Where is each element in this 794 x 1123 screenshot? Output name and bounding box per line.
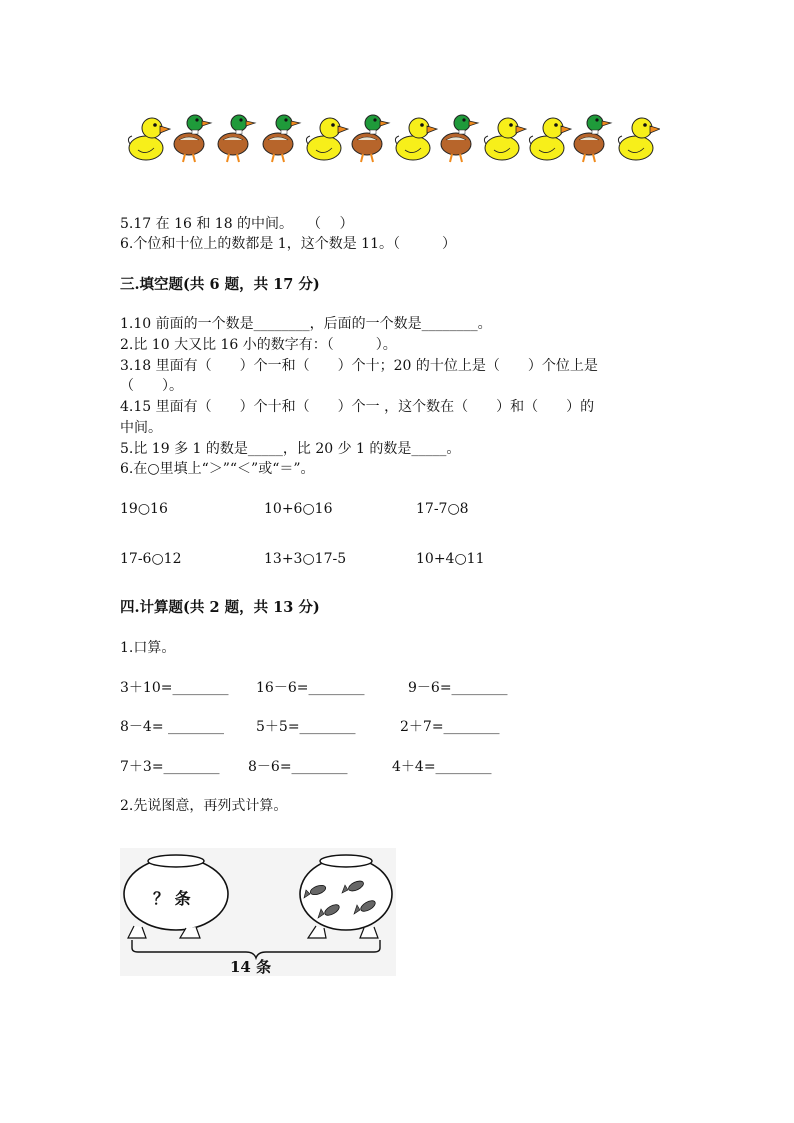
- oral-item: 9－6=________: [408, 680, 508, 696]
- yellow-duck-icon: [395, 118, 437, 160]
- fill-q4-line1: 4.15 里面有（ ）个十和（ ）个一 ，这个数在（ ）和（ ）的: [120, 399, 595, 415]
- oral-item: 5＋5=________: [256, 719, 356, 735]
- total-label: 14 条: [230, 958, 272, 976]
- compare-item: 17-6○12: [120, 551, 182, 567]
- mallard-duck-icon: [441, 115, 478, 162]
- fill-q4-line2: 中间。: [120, 420, 162, 436]
- judge-q6: 6.个位和十位上的数都是 1，这个数是 11。（ ）: [120, 236, 456, 252]
- fill-q3-line2: （ ）。: [120, 378, 183, 394]
- fishbowl-figure: [120, 848, 396, 976]
- oral-item: 8－4= ________: [120, 719, 224, 735]
- compare-item: 13+3○17-5: [264, 551, 347, 567]
- calc-q1: 1.口算。: [120, 640, 176, 656]
- left-bowl-label: ？ 条: [153, 889, 191, 908]
- compare-item: 19○16: [120, 501, 168, 517]
- yellow-duck-icon: [484, 118, 526, 160]
- oral-item: 7＋3=________: [120, 759, 220, 775]
- fill-q6: 6.在○里填上“＞”“＜”或“＝”。: [120, 461, 315, 477]
- fill-q1: 1.10 前面的一个数是________，后面的一个数是________。: [120, 316, 492, 332]
- mallard-duck-icon: [263, 115, 300, 162]
- yellow-duck-icon: [306, 118, 348, 160]
- oral-item: 2＋7=________: [400, 719, 500, 735]
- oral-item: 16－6=________: [256, 680, 365, 696]
- mallard-duck-icon: [174, 115, 211, 162]
- fill-q5: 5.比 19 多 1 的数是_____，比 20 少 1 的数是_____。: [120, 441, 461, 457]
- oral-item: 8－6=________: [248, 759, 348, 775]
- oral-item: 4＋4=________: [392, 759, 492, 775]
- yellow-duck-icon: [529, 118, 571, 160]
- fill-q2: 2.比 10 大又比 16 小的数字有：（ ）。: [120, 337, 397, 353]
- calc-q2: 2.先说图意，再列式计算。: [120, 798, 288, 814]
- section4-title: 四.计算题(共 2 题，共 13 分): [120, 599, 320, 616]
- mallard-duck-icon: [574, 115, 611, 162]
- yellow-duck-icon: [128, 118, 170, 160]
- mallard-duck-icon: [218, 115, 255, 162]
- fill-q3-line1: 3.18 里面有（ ）个一和（ ）个十；20 的十位上是（ ）个位上是: [120, 358, 598, 374]
- oral-item: 3＋10=________: [120, 680, 229, 696]
- section3-title: 三.填空题(共 6 题，共 17 分): [120, 276, 320, 293]
- duck-row: [126, 108, 660, 164]
- yellow-duck-icon: [618, 118, 660, 160]
- compare-item: 10+6○16: [264, 501, 333, 517]
- compare-item: 10+4○11: [416, 551, 485, 567]
- judge-q5: 5.17 在 16 和 18 的中间。 （ ）: [120, 216, 354, 232]
- mallard-duck-icon: [352, 115, 389, 162]
- compare-item: 17-7○8: [416, 501, 469, 517]
